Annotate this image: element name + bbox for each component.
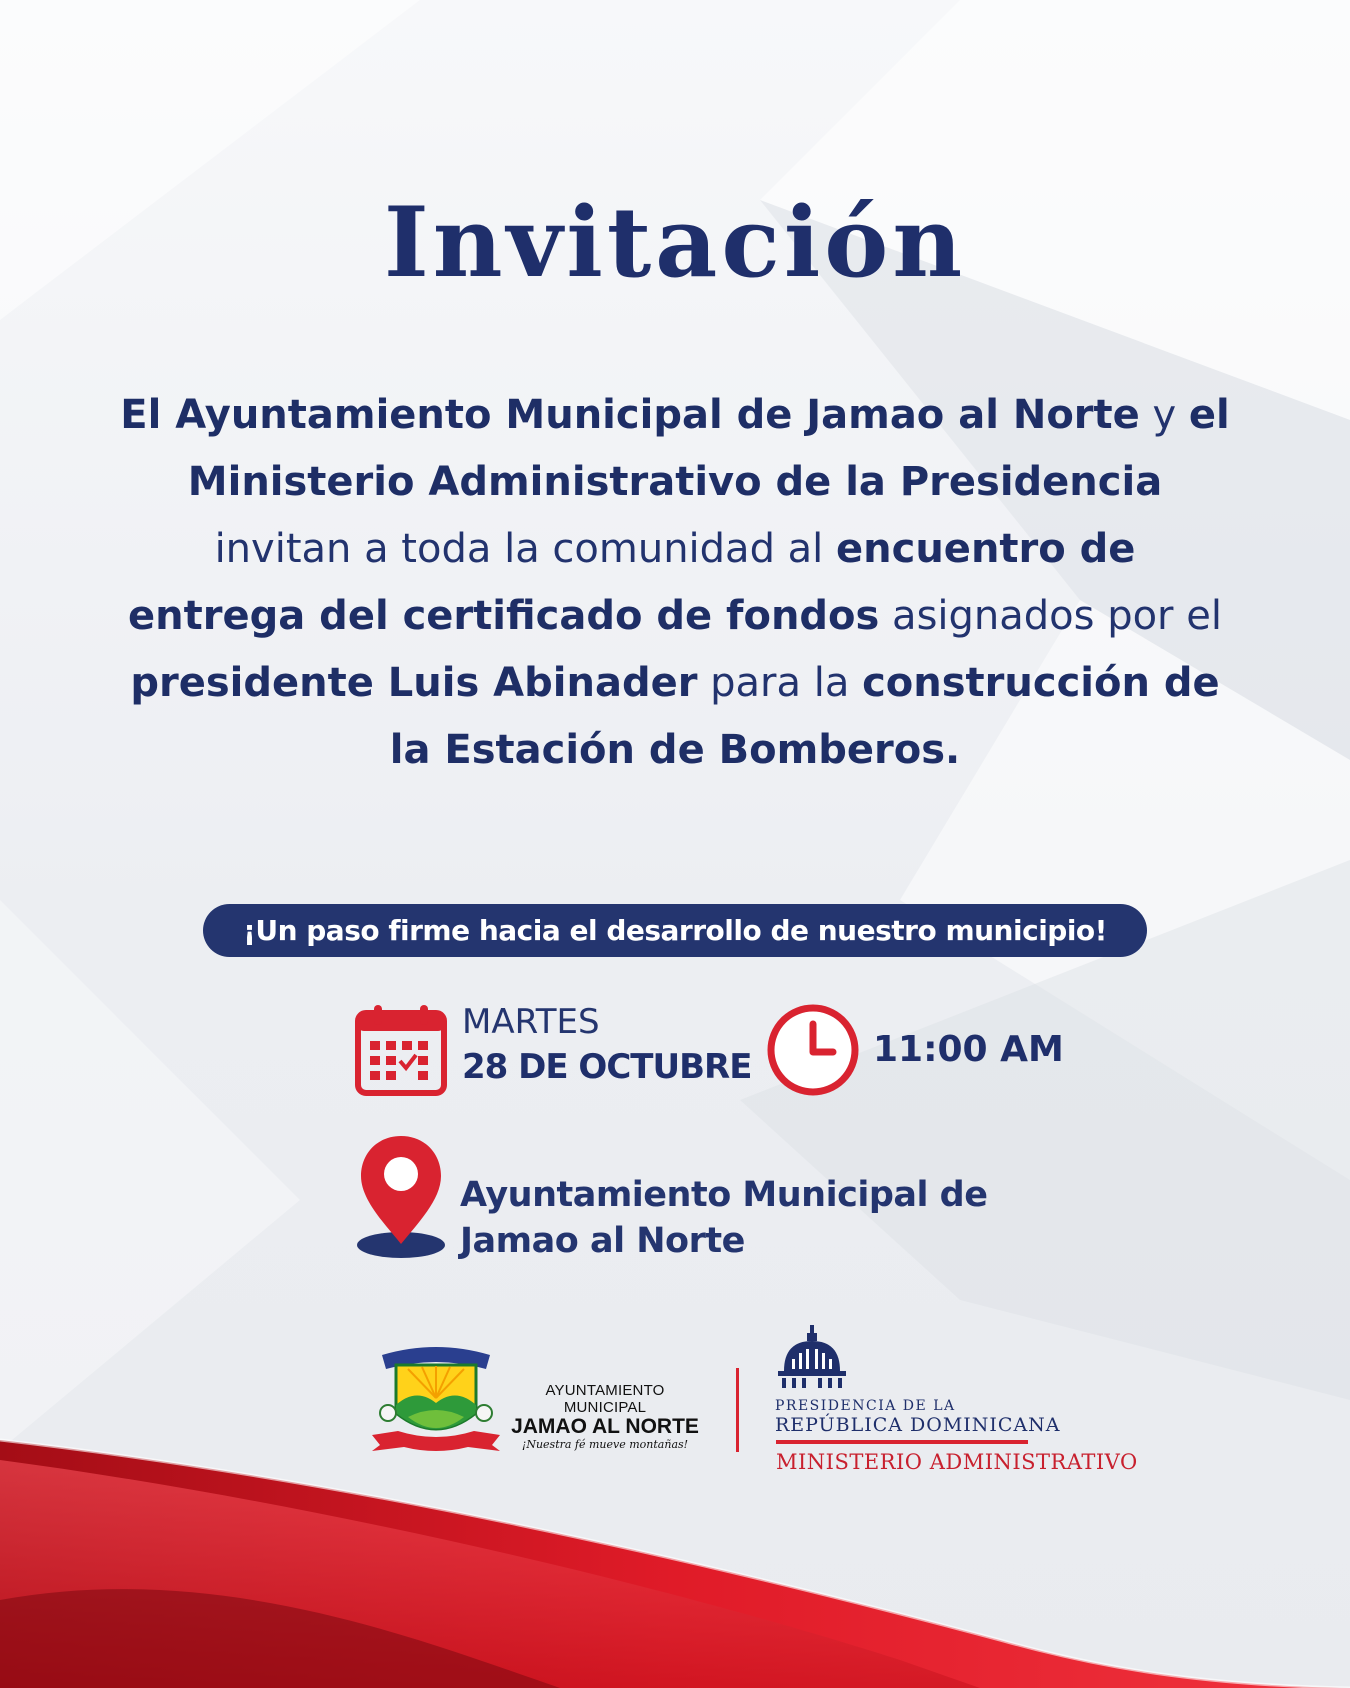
message-project: construcción de la Estación de Bomberos. (389, 660, 1220, 773)
presidency-line-3: MINISTERIO ADMINISTRATIVO (776, 1450, 1138, 1474)
municipal-logo-text (505, 1382, 705, 1452)
event-time: 11:00 AM (873, 1029, 1064, 1070)
location-line-2: Jamao al Norte (460, 1221, 745, 1261)
location-line-1: Ayuntamiento Municipal de (460, 1175, 988, 1215)
message-organizer-1: El Ayuntamiento Municipal de Jamao al Norte (120, 392, 1140, 438)
municipal-logo-motto: ¡Nuestra fé mueve montañas! (521, 1438, 689, 1451)
logo-divider (736, 1368, 739, 1452)
event-date: 28 DE OCTUBRE (462, 1047, 752, 1087)
invitation-title: Invitación (383, 186, 967, 299)
clock-icon (765, 1002, 861, 1098)
slogan-banner: ¡Un paso firme hacia el desarrollo de nuestro municipio! (203, 904, 1147, 957)
message-purpose-text: para la (697, 660, 863, 706)
message-connector: y (1139, 392, 1189, 438)
message-invite-text: invitan a toda la comunidad al (214, 526, 837, 572)
calendar-icon (354, 1003, 448, 1097)
event-day: MARTES (462, 1002, 600, 1042)
dome-icon (776, 1325, 848, 1391)
message-organizer-2: el Ministerio Administrativo de la Presidencia (187, 392, 1230, 505)
presidency-line-2: REPÚBLICA DOMINICANA (775, 1414, 1061, 1436)
presidency-line-1: PRESIDENCIA DE LA (775, 1398, 956, 1414)
presidency-rule (776, 1440, 1028, 1444)
message-assigned-text: asignados por el (879, 593, 1222, 639)
municipal-seal-icon (368, 1343, 504, 1455)
municipal-logo-line-2: JAMAO AL NORTE (511, 1415, 699, 1438)
message-event-name: encuentro de entrega del certificado de fondos (128, 526, 1136, 639)
invitation-message (120, 382, 1230, 784)
message-president: presidente Luis Abinader (130, 660, 698, 706)
location-pin-icon (355, 1132, 447, 1262)
municipal-logo-line-1: AYUNTAMIENTO MUNICIPAL (545, 1382, 665, 1416)
event-location (460, 1172, 1080, 1264)
